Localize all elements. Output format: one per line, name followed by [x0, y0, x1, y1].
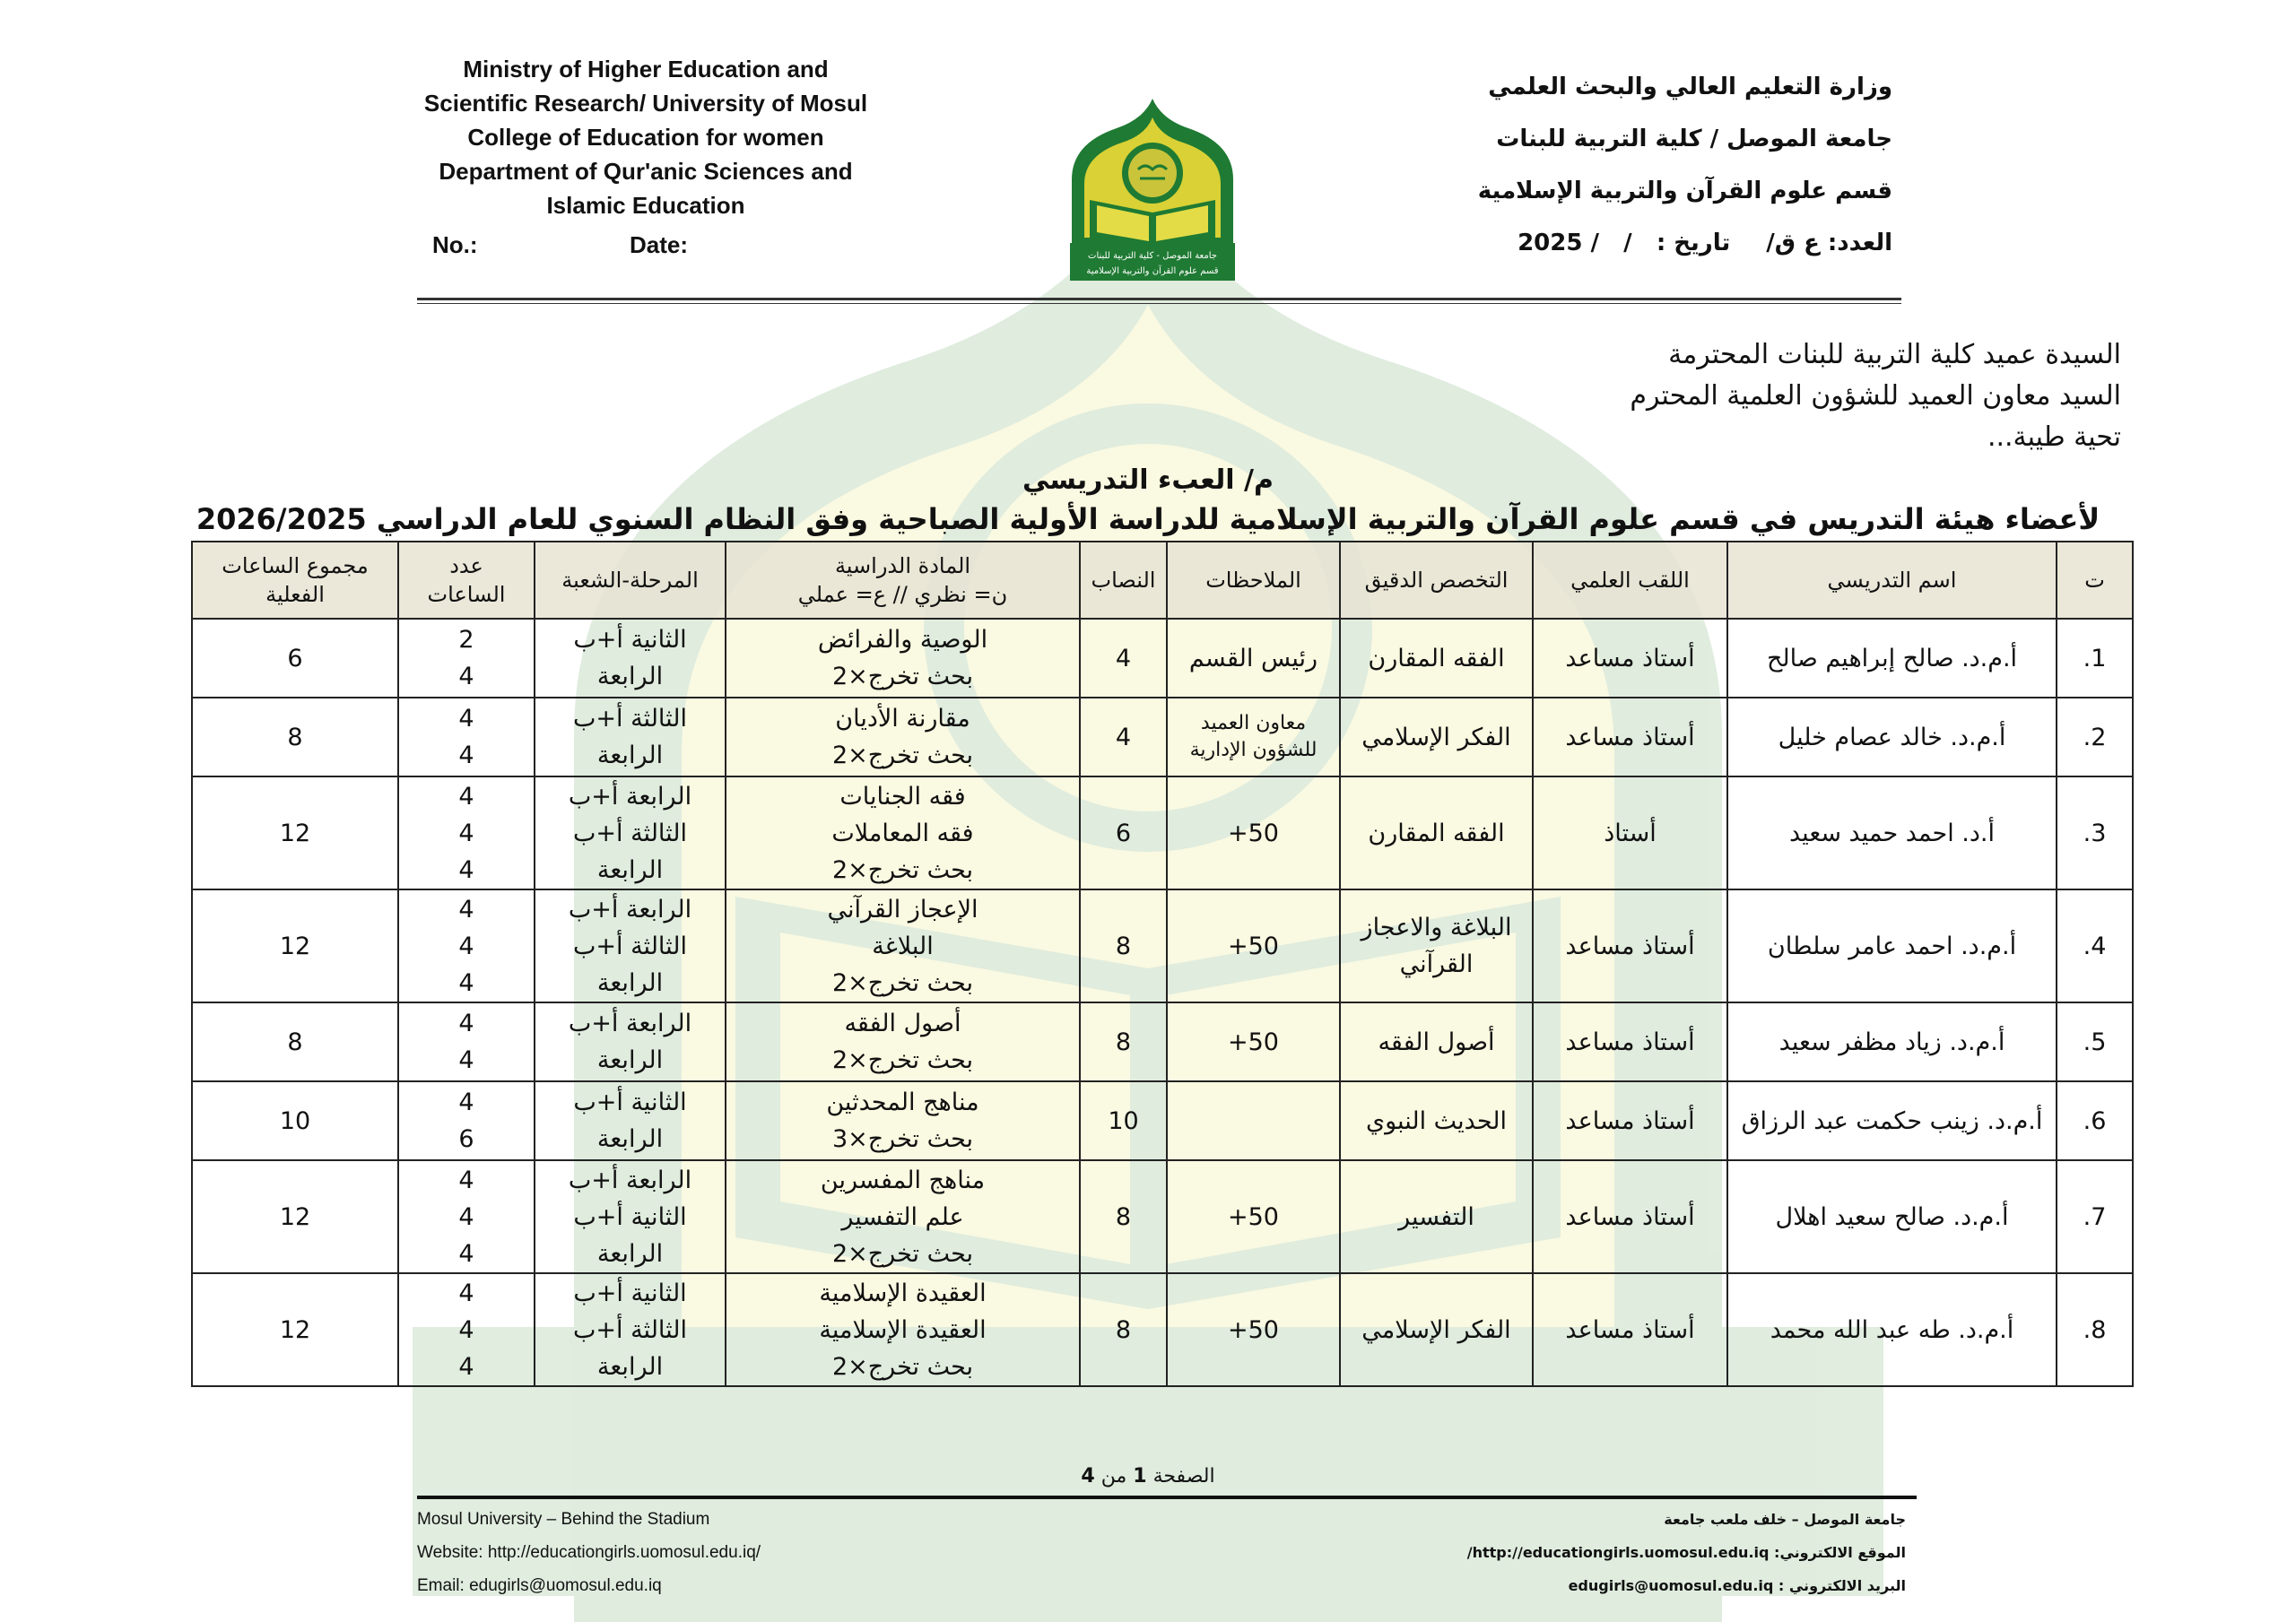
cell-hours	[398, 1160, 535, 1273]
cell-specialization-line: البلاغة والاعجاز	[1361, 914, 1512, 941]
ar-department-line: قسم علوم القرآن والتربية الإسلامية	[1477, 178, 1892, 204]
header-spec: التخصص الدقيق	[1340, 542, 1533, 619]
cell-total: 12	[192, 1160, 398, 1273]
cell-levels	[535, 776, 726, 889]
table-row	[192, 1002, 2133, 1081]
cell-subjects-line: أصول الفقه	[844, 1010, 961, 1037]
table-header-row	[192, 542, 2133, 619]
header-total	[192, 542, 398, 619]
cell-seq: 6.	[2057, 1081, 2133, 1160]
cell-specialization	[1340, 1273, 1533, 1386]
cell-hours-line: 4	[458, 1279, 474, 1307]
cell-subjects-line: الوصية والفرائض	[817, 626, 988, 654]
cell-subjects	[726, 1081, 1080, 1160]
cell-levels-line: الرابعة	[596, 663, 664, 690]
cell-subjects	[726, 619, 1080, 698]
cell-seq: 5.	[2057, 1002, 2133, 1081]
cell-subjects	[726, 1273, 1080, 1386]
footer-ar-email[interactable]: البريد الالكتروني : edugirls@uomosul.edu.iq	[1568, 1577, 1906, 1594]
cell-quota: 4	[1080, 698, 1167, 776]
cell-levels	[535, 698, 726, 776]
cell-hours	[398, 698, 535, 776]
cell-academic-title: أستاذ	[1533, 776, 1727, 889]
cell-levels	[535, 889, 726, 1002]
ar-date-label: تاريخ : / / 2025	[1518, 230, 1731, 256]
header-subject-line1: المادة الدراسية	[834, 553, 971, 578]
ar-number-date-row	[1478, 217, 1892, 269]
page-total: 4	[1081, 1465, 1095, 1488]
cell-specialization-line: الفقه المقارن	[1368, 644, 1505, 672]
ar-college-line: جامعة الموصل / كلية التربية للبنات	[1496, 126, 1892, 152]
cell-notes	[1167, 619, 1340, 698]
cell-subjects-line: بحث تخرج×2	[831, 968, 974, 997]
cell-hours-line: 4	[458, 855, 474, 884]
ar-number-label: العدد: ع ق/	[1766, 230, 1892, 256]
cell-notes-line: معاون العميد	[1200, 712, 1307, 734]
cell-hours-line: 4	[458, 1315, 474, 1344]
cell-teacher-name: أ.م.د. زينب حكمت عبد الرزاق	[1727, 1081, 2057, 1160]
cell-quota: 8	[1080, 1002, 1167, 1081]
cell-subjects-line: مقارنة الأديان	[835, 705, 970, 733]
cell-total: 6	[192, 619, 398, 698]
cell-teacher-name: أ.م.د. صالح سعيد اهلال	[1727, 1160, 2057, 1273]
cell-levels-line: الرابعة أ+ب	[568, 895, 692, 924]
cell-academic-title: أستاذ مساعد	[1533, 698, 1727, 776]
cell-notes-line: 50+	[1228, 1028, 1279, 1056]
header-hours-line1: عدد	[449, 553, 483, 578]
page-number	[0, 1465, 2296, 1488]
teaching-load-table	[191, 541, 2134, 1387]
cell-teacher-name: أ.م.د. خالد عصام خليل	[1727, 698, 2057, 776]
cell-subjects-line: مناهج المحدثين	[826, 1089, 979, 1116]
cell-levels-line: الثالثة أ+ب	[572, 705, 688, 733]
en-college-line: College of Education for women	[467, 124, 824, 151]
cell-specialization-line: الفكر الإسلامي	[1361, 723, 1511, 751]
cell-hours-line: 4	[458, 1089, 474, 1116]
en-ministry-line1: Ministry of Higher Education and	[463, 56, 829, 82]
cell-levels-line: الثالثة أ+ب	[572, 819, 688, 847]
cell-notes-line: 50+	[1228, 819, 1279, 847]
en-ministry-line2: Scientific Research/ University of Mosul	[423, 90, 868, 117]
cell-notes-line: للشؤون الإدارية	[1189, 739, 1318, 761]
cell-specialization	[1340, 619, 1533, 698]
cell-specialization	[1340, 698, 1533, 776]
footer-en-website[interactable]: Website: http://educationgirls.uomosul.edu.iq/	[417, 1543, 761, 1562]
header-total-line1: مجموع الساعات	[222, 553, 369, 578]
cell-hours-line: 4	[458, 1010, 474, 1037]
cell-specialization-line: الحديث النبوي	[1365, 1106, 1508, 1135]
cell-seq: 2.	[2057, 698, 2133, 776]
en-date-label: Date:	[630, 231, 689, 258]
cell-hours-line: 4	[458, 819, 474, 847]
cell-hours-line: 4	[458, 782, 474, 811]
cell-academic-title: أستاذ مساعد	[1533, 1160, 1727, 1273]
cell-subjects	[726, 776, 1080, 889]
cell-hours-line: 2	[458, 626, 474, 654]
table-row	[192, 1160, 2133, 1273]
cell-academic-title: أستاذ مساعد	[1533, 1081, 1727, 1160]
cell-subjects-line: بحث تخرج×2	[831, 1352, 974, 1381]
header-subject-line2: ن= نظري // ع= عملي	[797, 582, 1008, 607]
footer-arabic	[1467, 1503, 1906, 1602]
cell-levels	[535, 619, 726, 698]
cell-seq: 8.	[2057, 1273, 2133, 1386]
cell-subjects-line: العقيدة الإسلامية	[819, 1315, 987, 1344]
page-of: من	[1100, 1465, 1127, 1488]
table-row	[192, 698, 2133, 776]
cell-quota: 8	[1080, 1273, 1167, 1386]
cell-specialization-line: القرآني	[1399, 950, 1474, 978]
table-row	[192, 1273, 2133, 1386]
cell-levels-line: الرابعة أ+ب	[568, 1010, 692, 1037]
cell-teacher-name: أ.د. احمد حميد سعيد	[1727, 776, 2057, 889]
cell-levels-line: الثانية أ+ب	[573, 1279, 687, 1307]
cell-specialization	[1340, 889, 1533, 1002]
logo-banner-text2: قسم علوم القرآن والتربية الإسلامية	[1086, 266, 1219, 276]
footer-en-email[interactable]: Email: edugirls@uomosul.edu.iq	[417, 1576, 662, 1595]
cell-total: 12	[192, 1273, 398, 1386]
cell-subjects-line: الإعجاز القرآني	[827, 895, 978, 924]
cell-teacher-name: أ.م.د. صالح إبراهيم صالح	[1727, 619, 2057, 698]
cell-subjects-line: مناهج المفسرين	[820, 1166, 986, 1194]
cell-specialization-line: التفسير	[1398, 1202, 1474, 1231]
cell-subjects	[726, 889, 1080, 1002]
cell-teacher-name: أ.م.د. زياد مظفر سعيد	[1727, 1002, 2057, 1081]
cell-subjects-line: بحث تخرج×2	[831, 1046, 974, 1074]
cell-subjects	[726, 1160, 1080, 1273]
english-letterhead	[395, 52, 897, 222]
cell-hours	[398, 619, 535, 698]
header-quota: النصاب	[1080, 542, 1167, 619]
header-seq: ت	[2057, 542, 2133, 619]
salutation-assistant-dean: السيد معاون العميد للشؤون العلمية المحترم	[1630, 380, 2121, 412]
cell-quota: 4	[1080, 619, 1167, 698]
ar-ministry-line: وزارة التعليم العالي والبحث العلمي	[1488, 74, 1892, 100]
cell-total: 8	[192, 1002, 398, 1081]
footer-english	[417, 1503, 761, 1602]
cell-total: 8	[192, 698, 398, 776]
cell-seq: 7.	[2057, 1160, 2133, 1273]
cell-total: 12	[192, 889, 398, 1002]
cell-levels-line: الرابعة	[596, 1046, 664, 1074]
header-subject	[726, 542, 1080, 619]
cell-levels-line: الثانية أ+ب	[573, 626, 687, 654]
cell-teacher-name: أ.م.د. طه عبد الله محمد	[1727, 1273, 2057, 1386]
cell-notes	[1167, 889, 1340, 1002]
cell-hours	[398, 776, 535, 889]
cell-notes	[1167, 1081, 1340, 1160]
cell-specialization	[1340, 1002, 1533, 1081]
university-logo	[1063, 94, 1242, 282]
cell-subjects-line: بحث تخرج×2	[831, 663, 974, 690]
en-department-line1: Department of Qur'anic Sciences and	[439, 158, 853, 185]
cell-hours-line: 4	[458, 1239, 474, 1268]
cell-academic-title: أستاذ مساعد	[1533, 889, 1727, 1002]
salutation-regards: تحية طيبة...	[1987, 421, 2121, 453]
cell-levels-line: الرابعة	[596, 1125, 664, 1153]
header-divider	[417, 298, 1901, 300]
cell-subjects-line: بحث تخرج×3	[831, 1125, 974, 1153]
footer-ar-website[interactable]: الموقع الالكتروني: http://educationgirls.uomosul.edu.iq/	[1466, 1544, 1906, 1561]
cell-specialization	[1340, 1081, 1533, 1160]
cell-notes-line: رئيس القسم	[1188, 644, 1318, 672]
cell-notes	[1167, 1160, 1340, 1273]
cell-levels-line: الثانية أ+ب	[573, 1202, 687, 1231]
cell-levels-line: الرابعة	[596, 1352, 664, 1381]
cell-subjects-line: فقه المعاملات	[831, 819, 974, 847]
header-hours-line2: الساعات	[427, 582, 506, 607]
cell-hours-line: 4	[458, 1046, 474, 1074]
cell-quota: 10	[1080, 1081, 1167, 1160]
cell-levels-line: الرابعة أ+ب	[568, 782, 692, 811]
header-level: المرحلة-الشعبة	[535, 542, 726, 619]
cell-hours-line: 4	[458, 742, 474, 769]
cell-notes-line: 50+	[1228, 932, 1279, 960]
logo-banner-text1: جامعة الموصل - كلية التربية للبنات	[1088, 251, 1217, 261]
header-total-line2: الفعلية	[265, 582, 325, 607]
cell-specialization-line: الفقه المقارن	[1368, 819, 1505, 847]
cell-notes-line: 50+	[1228, 1202, 1279, 1231]
cell-levels	[535, 1160, 726, 1273]
footer-en-address: Mosul University – Behind the Stadium	[417, 1510, 710, 1529]
cell-hours-line: 4	[458, 663, 474, 690]
cell-hours	[398, 1273, 535, 1386]
cell-hours	[398, 1081, 535, 1160]
cell-seq: 4.	[2057, 889, 2133, 1002]
cell-notes	[1167, 1002, 1340, 1081]
table-row	[192, 889, 2133, 1002]
cell-levels	[535, 1002, 726, 1081]
table-body	[192, 619, 2133, 1386]
subject-title: م/ العبء التدريسي	[1022, 464, 1274, 496]
cell-notes	[1167, 1273, 1340, 1386]
cell-subjects-line: بحث تخرج×2	[831, 742, 974, 769]
table-row	[192, 1081, 2133, 1160]
cell-seq: 1.	[2057, 619, 2133, 698]
cell-specialization-line: الفكر الإسلامي	[1361, 1315, 1511, 1344]
cell-teacher-name: أ.م.د. احمد عامر سلطان	[1727, 889, 2057, 1002]
header-title: اللقب العلمي	[1533, 542, 1727, 619]
cell-quota: 6	[1080, 776, 1167, 889]
cell-subjects-line: بحث تخرج×2	[831, 1239, 974, 1268]
cell-levels-line: الرابعة	[596, 855, 664, 884]
cell-subjects-line: علم التفسير	[841, 1202, 964, 1231]
cell-hours-line: 6	[458, 1125, 474, 1153]
header-notes: الملاحظات	[1167, 542, 1340, 619]
cell-notes	[1167, 698, 1340, 776]
cell-levels	[535, 1081, 726, 1160]
cell-seq: 3.	[2057, 776, 2133, 889]
en-department-line2: Islamic Education	[546, 192, 745, 219]
cell-notes-line: 50+	[1228, 1315, 1279, 1344]
footer-ar-address: جامعة الموصل – خلف ملعب جامعة	[1664, 1511, 1906, 1528]
cell-levels-line: الرابعة	[596, 742, 664, 769]
header-hours	[398, 542, 535, 619]
cell-hours-line: 4	[458, 895, 474, 924]
cell-academic-title: أستاذ مساعد	[1533, 619, 1727, 698]
cell-specialization	[1340, 776, 1533, 889]
page-current: 1	[1133, 1465, 1147, 1488]
salutation-dean: السيدة عميد كلية التربية للبنات المحترمة	[1668, 339, 2121, 370]
cell-hours-line: 4	[458, 705, 474, 733]
cell-hours-line: 4	[458, 932, 474, 960]
cell-hours-line: 4	[458, 968, 474, 997]
cell-specialization-line: أصول الفقه	[1378, 1028, 1495, 1056]
cell-levels-line: الرابعة	[596, 968, 664, 997]
cell-subjects-line: العقيدة الإسلامية	[819, 1279, 987, 1307]
cell-levels-line: الرابعة أ+ب	[568, 1166, 692, 1194]
subject-description: لأعضاء هيئة التدريس في قسم علوم القرآن والتربية الإسلامية للدراسة الأولية الصباحية وفق النظام السنوي للعام الدراسي 2026/2025	[196, 502, 2100, 536]
cell-levels-line: الثالثة أ+ب	[572, 932, 688, 960]
cell-total: 10	[192, 1081, 398, 1160]
salutation	[1630, 334, 2121, 458]
cell-hours-line: 4	[458, 1352, 474, 1381]
footer-divider	[417, 1496, 1917, 1499]
cell-hours-line: 4	[458, 1166, 474, 1194]
cell-notes	[1167, 776, 1340, 889]
cell-academic-title: أستاذ مساعد	[1533, 1002, 1727, 1081]
cell-subjects-line: فقه الجنايات	[839, 782, 966, 811]
table-row	[192, 776, 2133, 889]
cell-quota: 8	[1080, 889, 1167, 1002]
cell-academic-title: أستاذ مساعد	[1533, 1273, 1727, 1386]
cell-levels-line: الثالثة أ+ب	[572, 1315, 688, 1344]
header-divider-thin	[417, 303, 1901, 304]
en-no-label: No.:	[432, 231, 478, 258]
cell-specialization	[1340, 1160, 1533, 1273]
cell-subjects-line: بحث تخرج×2	[831, 855, 974, 884]
table-row	[192, 619, 2133, 698]
cell-levels-line: الرابعة	[596, 1239, 664, 1268]
cell-hours-line: 4	[458, 1202, 474, 1231]
cell-subjects	[726, 1002, 1080, 1081]
cell-levels-line: الثانية أ+ب	[573, 1089, 687, 1116]
cell-subjects-line: البلاغة	[872, 932, 934, 960]
cell-total: 12	[192, 776, 398, 889]
cell-subjects	[726, 698, 1080, 776]
header-name: اسم التدريسي	[1727, 542, 2057, 619]
cell-hours	[398, 1002, 535, 1081]
cell-levels	[535, 1273, 726, 1386]
cell-quota: 8	[1080, 1160, 1167, 1273]
cell-hours	[398, 889, 535, 1002]
page-prefix: الصفحة	[1152, 1465, 1215, 1488]
arabic-letterhead	[1478, 61, 1892, 269]
